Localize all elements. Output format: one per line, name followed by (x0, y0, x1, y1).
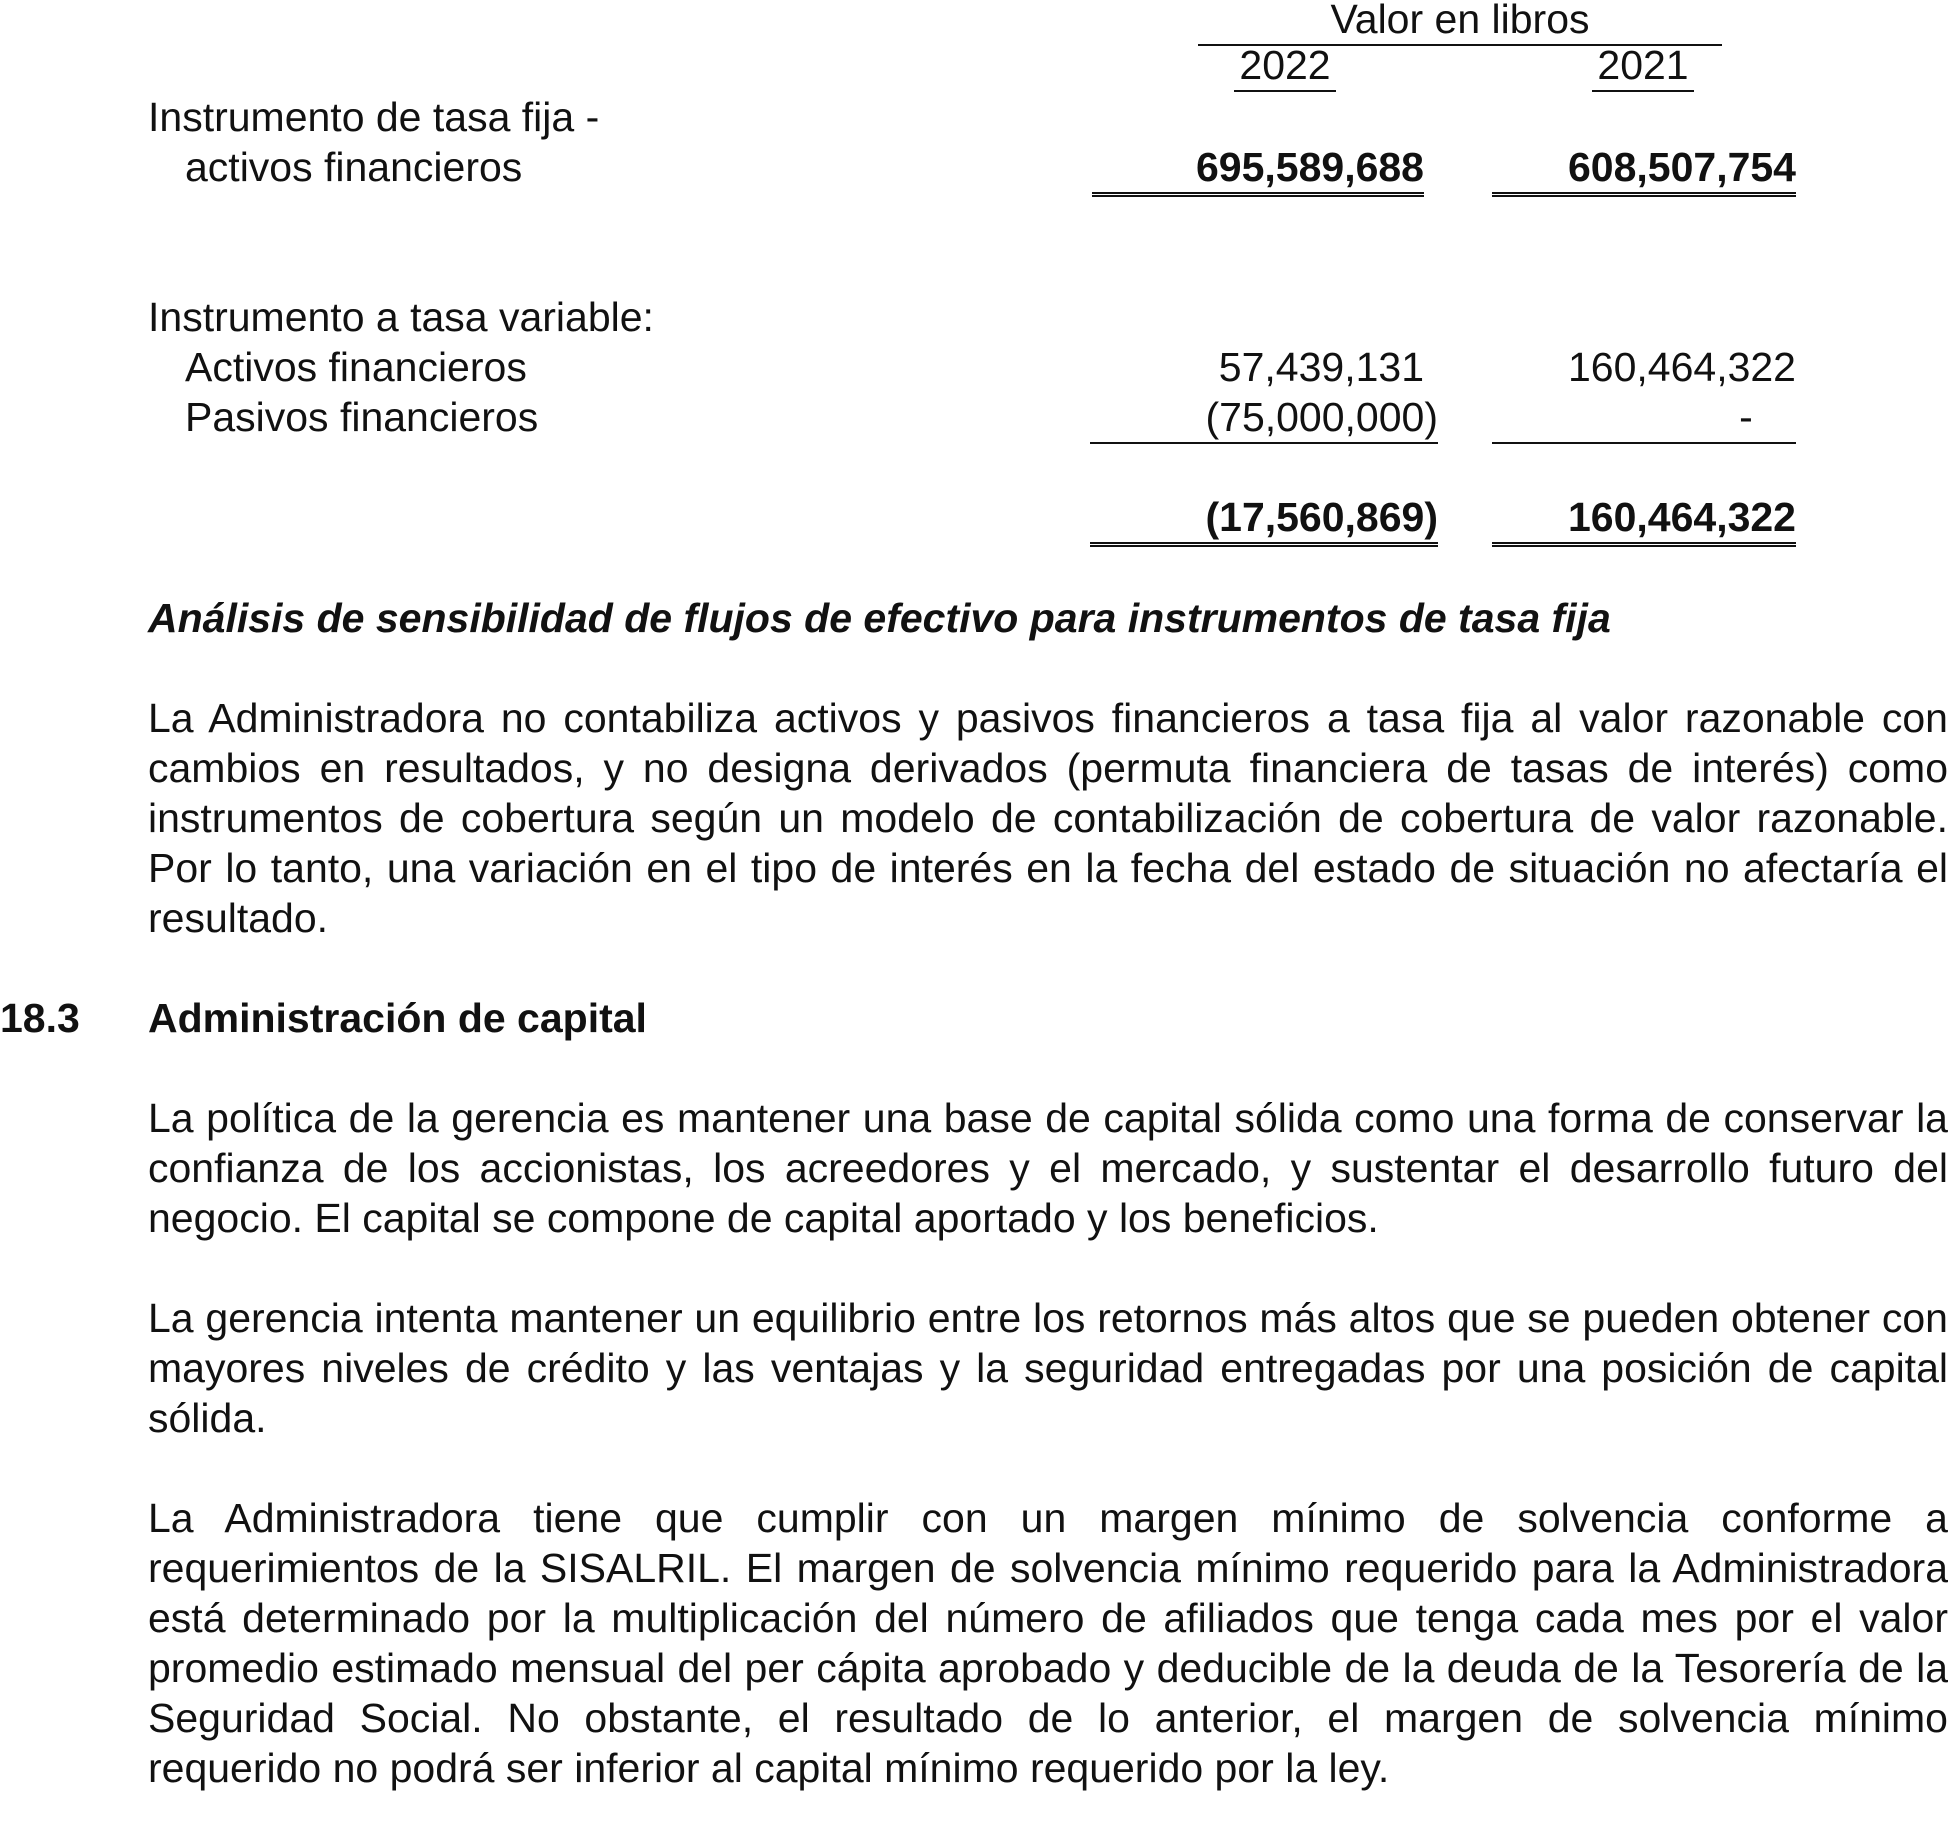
column-group-header: Valor en libros (1198, 0, 1722, 46)
sensitivity-paragraph: La Administradora no contabiliza activos y pasivos financieros a tasa fija al valor razonable con cambios en resultados, y no designa derivados (permuta financiera de tasas de interés) como instrumentos de cobertura según un modelo de contabilización de cobertura de valor razonable. Por lo tanto, una variación en el tipo de interés en la fecha del estado de situación no afectaría el resultado. (148, 695, 1948, 941)
row-label-pasivos: Pasivos financieros (185, 394, 539, 440)
variable-total-2021: 160,464,322 (1492, 492, 1796, 547)
pasivos-value-2021: - (1739, 394, 1753, 440)
row-label-activos: Activos financieros (185, 344, 527, 390)
pasivos-value-2022: (75,000,000) (1090, 392, 1438, 444)
column-header-2022: 2022 (1234, 40, 1336, 92)
column-header-2021: 2021 (1592, 40, 1694, 92)
fixed-rate-label-line1: Instrumento de tasa fija - (148, 94, 600, 140)
fixed-rate-label-line2: activos financieros (185, 144, 523, 190)
variable-rate-title: Instrumento a tasa variable: (148, 294, 654, 340)
fixed-rate-value-2021: 608,507,754 (1492, 142, 1796, 197)
fixed-rate-value-2022: 695,589,688 (1092, 142, 1424, 197)
sensitivity-heading: Análisis de sensibilidad de flujos de efectivo para instrumentos de tasa fija (148, 595, 1611, 641)
section-number: 18.3 (0, 995, 80, 1041)
variable-total-2022: (17,560,869) (1090, 492, 1438, 547)
capital-paragraph-1: La política de la gerencia es mantener una base de capital sólida como una forma de conservar la confianza de los accionistas, los acreedores y el mercado, y sustentar el desarrollo futuro del negocio. El capital se compone de capital aportado y los beneficios. (148, 1095, 1948, 1241)
pasivos-value-2021-container (1492, 392, 1796, 444)
capital-heading: Administración de capital (148, 995, 647, 1041)
capital-paragraph-2: La gerencia intenta mantener un equilibrio entre los retornos más altos que se pueden obtener con mayores niveles de crédito y las ventajas y la seguridad entregadas por una posición de capital sólida. (148, 1295, 1948, 1441)
activos-value-2022: 57,439,131 (1218, 344, 1424, 390)
capital-paragraph-3: La Administradora tiene que cumplir con un margen mínimo de solvencia conforme a requerimientos de la SISALRIL. El margen de solvencia mínimo requerido para la Administradora está determinado por la multiplicación del número de afiliados que tenga cada mes por el valor promedio estimado mensual del per cápita aprobado y deducible de la deuda de la Tesorería de la Seguridad Social. No obstante, el resultado de lo anterior, el margen de solvencia mínimo requerido no podrá ser inferior al capital mínimo requerido por la ley. (148, 1495, 1948, 1791)
activos-value-2021: 160,464,322 (1567, 344, 1796, 390)
